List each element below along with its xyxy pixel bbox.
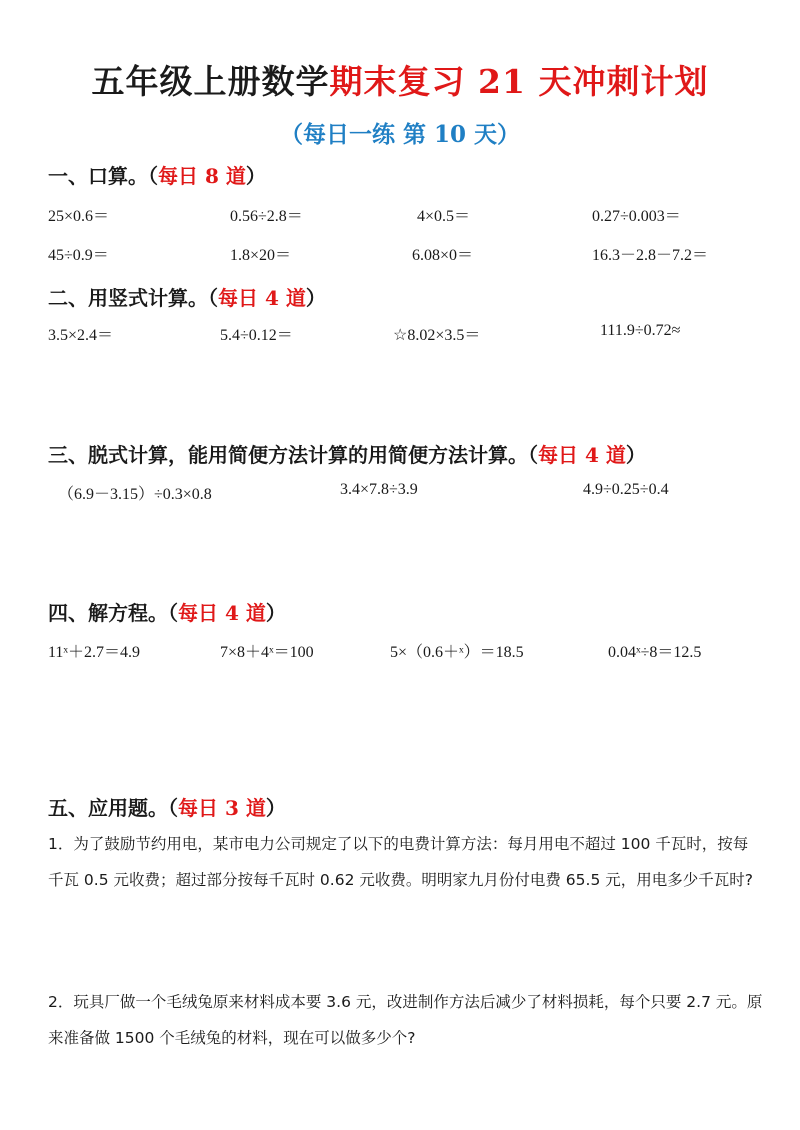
step-calc-item: 4.9÷0.25÷0.4 — [583, 481, 669, 498]
section-5-heading — [48, 792, 286, 821]
section-3-heading — [48, 439, 646, 468]
title-red: 期末复习 21 天冲刺计划 — [329, 62, 709, 101]
title-black: 五年级上册数学 — [91, 62, 330, 101]
equation-item: 5×（0.6＋ˣ）＝18.5 — [390, 644, 524, 661]
section-4-heading — [48, 597, 286, 626]
equation-row — [0, 639, 800, 663]
section-5-heading-text: 五、应用题。（ — [48, 796, 178, 820]
mental-math-item: 4×0.5＝ — [417, 208, 471, 225]
mental-math-row-1 — [0, 203, 800, 227]
section-3-heading-text: 三、脱式计算，能用简便方法计算的用简便方法计算。（ — [48, 443, 538, 467]
step-calc-item: 3.4×7.8÷3.9 — [340, 481, 418, 498]
section-3-count: 每日 4 道 — [538, 443, 626, 467]
word-problem-1: 1．为了鼓励节约用电，某市电力公司规定了以下的电费计算方法：每月用电不超过 100 千瓦时，按每千瓦 0.5 元收费；超过部分按每千瓦时 0.62 元收费。明明家九月份付电费 65.5 元，用电多少千瓦时? — [48, 835, 753, 889]
mental-math-item: 0.56÷2.8＝ — [230, 208, 303, 225]
section-1-heading — [48, 160, 266, 189]
section-5-heading-end: ） — [265, 796, 286, 820]
section-5-count: 每日 3 道 — [178, 796, 266, 820]
section-2-heading-end: ） — [305, 286, 326, 310]
mental-math-item: 16.3－2.8－7.2＝ — [592, 247, 709, 264]
section-2-heading-text: 二、用竖式计算。（ — [48, 286, 218, 310]
section-4-heading-text: 四、解方程。（ — [48, 601, 178, 625]
vertical-calc-item: 111.9÷0.72≈ — [600, 322, 681, 339]
equation-item: 11ˣ＋2.7＝4.9 — [48, 644, 141, 661]
equation-item: 7×8＋4ˣ＝100 — [220, 644, 314, 661]
section-1-heading-end: ） — [245, 164, 266, 188]
vertical-calc-item: 5.4÷0.12＝ — [220, 327, 293, 344]
section-1-heading-text: 一、口算。（ — [48, 164, 158, 188]
mental-math-item: 25×0.6＝ — [48, 208, 110, 225]
mental-math-item: 1.8×20＝ — [230, 247, 292, 264]
vertical-calc-row — [0, 322, 800, 346]
vertical-calc-item: ☆8.02×3.5＝ — [393, 327, 481, 344]
mental-math-item: 6.08×0＝ — [412, 247, 474, 264]
mental-math-item: 45÷0.9＝ — [48, 247, 109, 264]
mental-math-item: 0.27÷0.003＝ — [592, 208, 681, 225]
section-2-count: 每日 4 道 — [218, 286, 306, 310]
vertical-calc-item: 3.5×2.4＝ — [48, 327, 114, 344]
section-2-heading — [48, 282, 326, 311]
page-subtitle: （每日一练 第 10 天） — [279, 121, 521, 148]
page-title — [0, 56, 800, 103]
section-3-heading-end: ） — [625, 443, 646, 467]
section-4-count: 每日 4 道 — [178, 601, 266, 625]
step-calc-item: （6.9－3.15）÷0.3×0.8 — [58, 486, 212, 503]
mental-math-row-2 — [0, 242, 800, 266]
equation-item: 0.04ˣ÷8＝12.5 — [608, 644, 702, 661]
step-calc-row — [0, 481, 800, 505]
section-1-count: 每日 8 道 — [158, 164, 246, 188]
word-problem-2: 2．玩具厂做一个毛绒兔原来材料成本要 3.6 元，改进制作方法后减少了材料损耗，每个只要 2.7 元。原来准备做 1500 个毛绒兔的材料，现在可以做多少个? — [48, 993, 763, 1047]
section-4-heading-end: ） — [265, 601, 286, 625]
